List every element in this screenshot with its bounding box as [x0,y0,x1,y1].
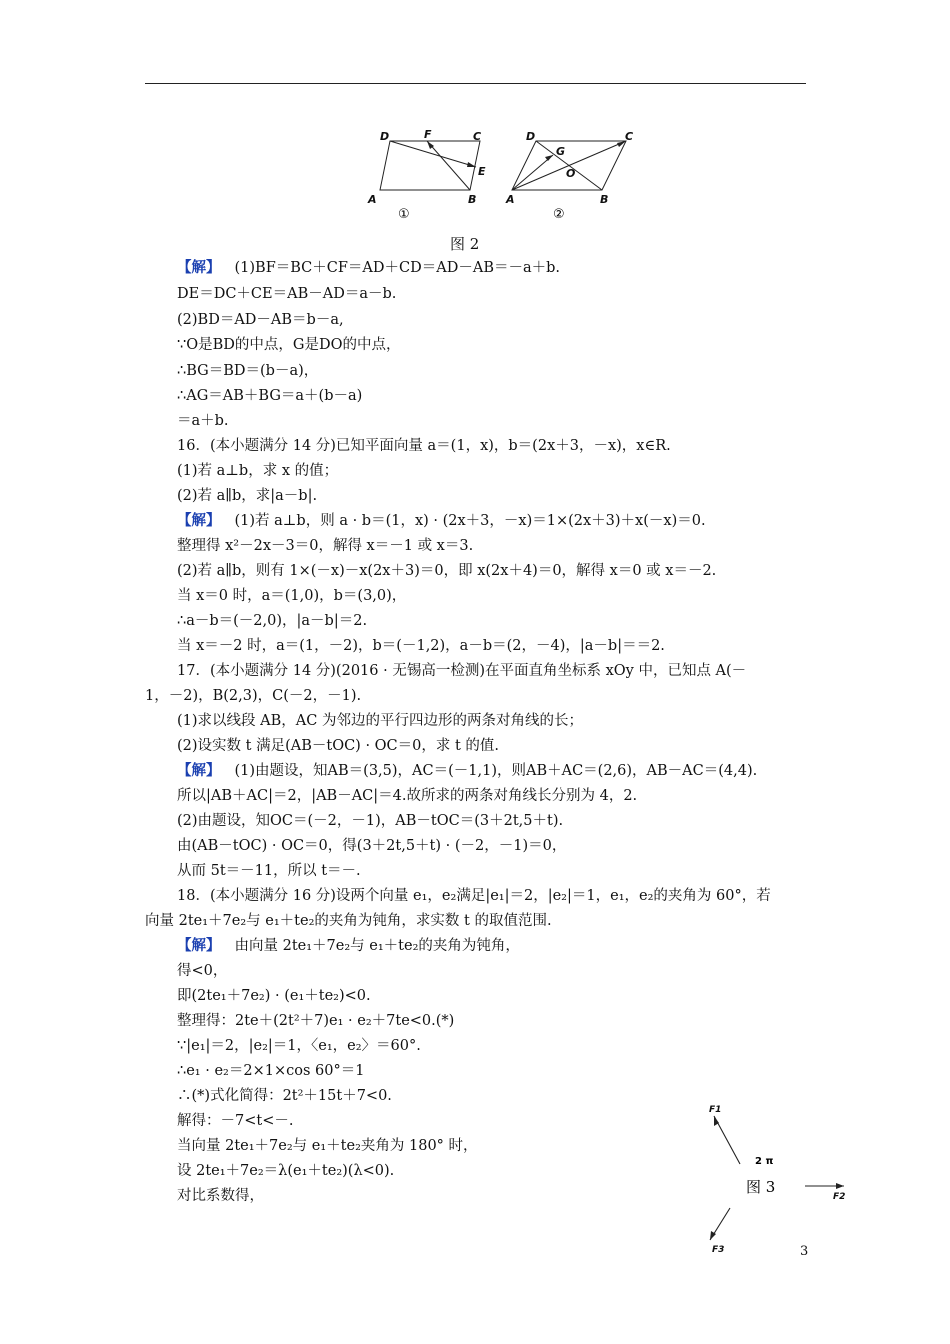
problem-16-part-2: (2)若 a∥b，求|a－b|. [177,488,318,504]
solution-18-line-7: ∴(*)式化简得：2t²＋15t＋7<0. [177,1088,392,1104]
problem-18-stem: 18．(本小题满分 16 分)设两个向量 e₁，e₂满足|e₁|＝2，|e₂|＝1，e₁，e₂的夹角为 60°，若 [177,888,771,904]
solution-15-line-2: DE＝DC＋CE＝AB－AD＝a－b. [177,286,397,302]
figure-3-angle-label: 2 π [755,1156,774,1167]
fig2-point-label-A1: A [368,193,377,206]
solution-17-line-1: 【解】 (1)由题设，知AB＝(3,5)，AC＝(－1,1)，则AB＋AC＝(2,6)，AB－AC＝(4,4). [177,762,758,779]
solution-15-line-7: ＝a＋b. [177,413,229,429]
solution-tag: 【解】 [177,512,221,529]
solution-18-line-2: 得<0， [177,963,228,979]
figure-2-diagrams [340,125,640,225]
fig2-point-label-B2: B [600,193,609,206]
figure-3-forces [700,1100,850,1260]
page-number: 3 [800,1244,809,1259]
solution-15-line-3: (2)BD＝AD－AB＝b－a, [177,312,344,328]
fig2-point-label-E: E [478,165,486,178]
solution-18-line-3: 即(2te₁＋7e₂) · (e₁＋te₂)<0. [177,988,371,1004]
solution-18-line-6: ∴e₁ · e₂＝2×1×cos 60°＝1 [177,1063,365,1079]
solution-16-line-6: 当 x＝－2 时，a＝(1，－2)，b＝(－1,2)，a－b＝(2，－4)，|a－b|＝＝2. [177,638,665,654]
solution-16-line-3: (2)若 a∥b，则有 1×(－x)－x(2x＋3)＝0，即 x(2x＋4)＝0，解得 x＝0 或 x＝－2. [177,563,717,579]
problem-16-stem: 16．(本小题满分 14 分)已知平面向量 a＝(1，x)，b＝(2x＋3，－x)，x∈R. [177,438,671,454]
fig2-sublabel-2: ② [553,207,565,222]
header-rule [145,83,806,84]
problem-17-part-1: (1)求以线段 AB，AC 为邻边的平行四边形的两条对角线的长； [177,713,583,729]
solution-18-line-4: 整理得：2te＋(2t²＋7)e₁ · e₂＋7te<0.(*) [177,1013,455,1029]
figure-3-caption: 图 3 [746,1178,776,1196]
force-label-f1: F1 [709,1105,722,1115]
fig2-point-label-C1: C [473,130,482,143]
problem-17-stem-cont: 1，－2)，B(2,3)，C(－2，－1). [145,688,362,704]
solution-18-line-8: 解得：－7<t<－. [177,1113,294,1129]
solution-15-line-6: ∴AG＝AB＋BG＝a＋(b－a) [177,388,363,404]
solution-18-line-5: ∵|e₁|＝2，|e₂|＝1，〈e₁，e₂〉＝60°. [177,1038,421,1054]
fig2-point-label-D1: D [380,130,390,143]
solution-17-line-3: (2)由题设，知OC＝(－2，－1)，AB－tOC＝(3＋2t,5＋t). [177,813,564,829]
problem-16-part-1: (1)若 a⊥b，求 x 的值； [177,463,339,479]
solution-17-line-2: 所以|AB＋AC|＝2，|AB－AC|＝4.故所求的两条对角线长分别为 4，2. [177,788,638,804]
solution-tag: 【解】 [177,762,221,779]
solution-tag: 【解】 [177,259,221,276]
fig2-point-label-F: F [424,128,432,141]
fig2-point-label-O: O [566,167,576,180]
solution-16-line-5: ∴a－b＝(－2,0)，|a－b|＝2. [177,613,368,629]
solution-15-line-5: ∴BG＝BD＝(b－a)， [177,363,319,379]
solution-18-line-9: 当向量 2te₁＋7e₂与 e₁＋te₂夹角为 180° 时， [177,1138,478,1154]
problem-17-part-2: (2)设实数 t 满足(AB－tOC) · OC＝0，求 t 的值. [177,738,500,754]
fig2-point-label-B1: B [468,193,477,206]
fig2-point-label-G: G [556,145,566,158]
fig2-point-label-D2: D [526,130,536,143]
solution-15-line-4: ∵O是BD的中点，G是DO的中点， [177,337,401,353]
solution-17-line-5: 从而 5t＝－11，所以 t＝－. [177,863,361,879]
solution-18-line-10: 设 2te₁＋7e₂＝λ(e₁＋te₂)(λ<0). [177,1163,395,1179]
solution-17-line-4: 由(AB－tOC) · OC＝0，得(3＋2t,5＋t) · (－2，－1)＝0， [177,838,567,854]
fig2-point-label-A2: A [506,193,515,206]
solution-16-line-2: 整理得 x²－2x－3＝0，解得 x＝－1 或 x＝3. [177,538,474,554]
solution-16-line-4: 当 x＝0 时，a＝(1,0)，b＝(3,0)， [177,588,407,604]
fig2-point-label-C2: C [625,130,634,143]
solution-tag: 【解】 [177,937,221,954]
solution-18-line-1: 【解】 由向量 2te₁＋7e₂与 e₁＋te₂的夹角为钝角， [177,937,520,954]
force-label-f3: F3 [712,1245,725,1255]
figure-2-caption: 图 2 [450,235,480,253]
problem-17-stem: 17．(本小题满分 14 分)(2016 · 无锡高一检测)在平面直角坐标系 xOy 中，已知点 A(－ [177,663,747,679]
fig2-sublabel-1: ① [398,207,410,222]
solution-18-line-11: 对比系数得， [177,1188,264,1204]
solution-16-line-1: 【解】 (1)若 a⊥b，则 a · b＝(1，x) · (2x＋3，－x)＝1×(2x＋3)＋x(－x)＝0. [177,512,706,529]
problem-18-stem-cont: 向量 2te₁＋7e₂与 e₁＋te₂的夹角为钝角，求实数 t 的取值范围. [145,913,552,929]
force-label-f2: F2 [833,1192,846,1202]
solution-15-line-1: 【解】 (1)BF＝BC＋CF＝AD＋CD＝AD－AB＝－a＋b. [177,259,561,276]
